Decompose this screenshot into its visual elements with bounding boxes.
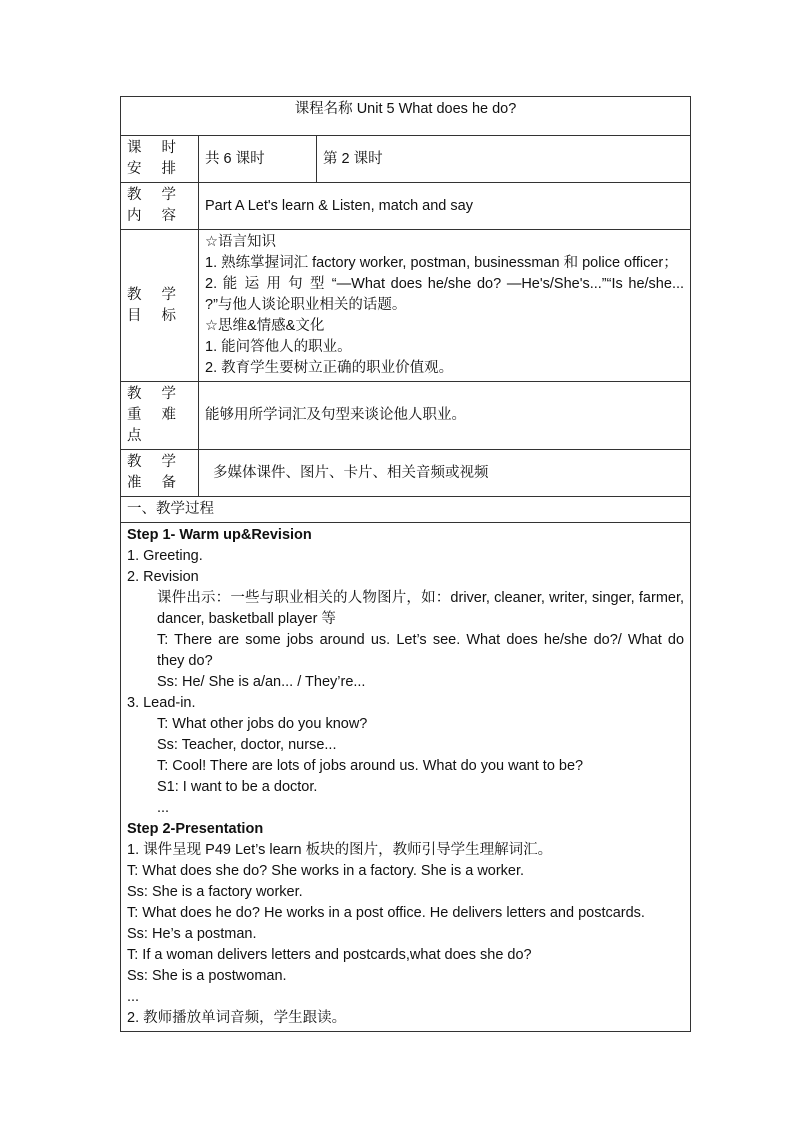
goal-line: 1. 能问答他人的职业。 [205, 339, 352, 355]
goal-line: 1. 熟练掌握词汇 factory worker, postman, businessman 和 police officer； [205, 255, 678, 271]
step-heading: Step 1- Warm up&Revision [127, 527, 312, 543]
prep-label: 教 学 准 备 [121, 450, 199, 497]
key-value: 能够用所学词汇及句型来谈论他人职业。 [199, 382, 691, 450]
goals-cell [199, 230, 691, 382]
process-line: 3. Lead-in. [127, 695, 196, 711]
goal-line: 2. 教育学生要树立正确的职业价值观。 [205, 360, 454, 376]
key-label: 教 学 重 难点 [121, 382, 199, 450]
content-label: 教 学 内 容 [121, 183, 199, 230]
schedule-label: 课 时 安 排 [121, 136, 199, 183]
process-line: ... [127, 989, 140, 1005]
lesson-plan-table [120, 96, 691, 1032]
course-title: 课程名称 Unit 5 What does he do? [121, 97, 691, 136]
goal-line: ☆语言知识 [205, 234, 276, 250]
goals-label: 教 学 目 标 [121, 230, 199, 382]
process-line: Ss: Teacher, doctor, nurse... [157, 737, 337, 753]
process-line: 2. Revision [127, 569, 199, 585]
process-line: 1. Greeting. [127, 548, 203, 564]
process-line: Ss: She is a postwoman. [127, 968, 287, 984]
process-line: 2. 教师播放单词音频，学生跟读。 [127, 1010, 347, 1026]
process-line: 1. 课件呈现 P49 Let’s learn 板块的图片，教师引导学生理解词汇。 [127, 842, 553, 858]
process-line: T: What other jobs do you know? [157, 716, 368, 732]
process-line: T: What does she do? She works in a factory. She is a worker. [127, 863, 525, 879]
current-hour: 第 2 课时 [317, 136, 691, 183]
prep-value: 多媒体课件、图片、卡片、相关音频或视频 [199, 450, 691, 497]
process-line: T: If a woman delivers letters and postcards,what does she do? [127, 947, 532, 963]
content-value: Part A Let's learn & Listen, match and say [199, 183, 691, 230]
process-line: 课件出示：一些与职业相关的人物图片，如：driver, cleaner, writer, singer, farmer, dancer, basketball player 等 [157, 590, 685, 627]
process-line: Ss: She is a factory worker. [127, 884, 303, 900]
process-cell [121, 523, 691, 1032]
process-line: Ss: He’s a postman. [127, 926, 257, 942]
total-hours: 共 6 课时 [199, 136, 317, 183]
goal-line: ☆思维&情感&文化 [205, 318, 325, 334]
process-line: S1: I want to be a doctor. [157, 779, 318, 795]
process-line: T: What does he do? He works in a post office. He delivers letters and postcards. [127, 905, 645, 921]
step-heading: Step 2-Presentation [127, 821, 264, 837]
process-header: 一、教学过程 [121, 497, 691, 523]
process-line: ... [157, 800, 170, 816]
process-line: T: Cool! There are lots of jobs around us. What do you want to be? [157, 758, 584, 774]
process-line: Ss: He/ She is a/an... / They’re... [157, 674, 366, 690]
goal-line: 2. 能 运 用 句 型 “—What does he/she do? —He's/She's...”“Is he/she... ?”与他人谈论职业相关的话题。 [205, 276, 685, 313]
process-line: T: There are some jobs around us. Let’s see. What does he/she do?/ What do they do? [157, 632, 685, 669]
